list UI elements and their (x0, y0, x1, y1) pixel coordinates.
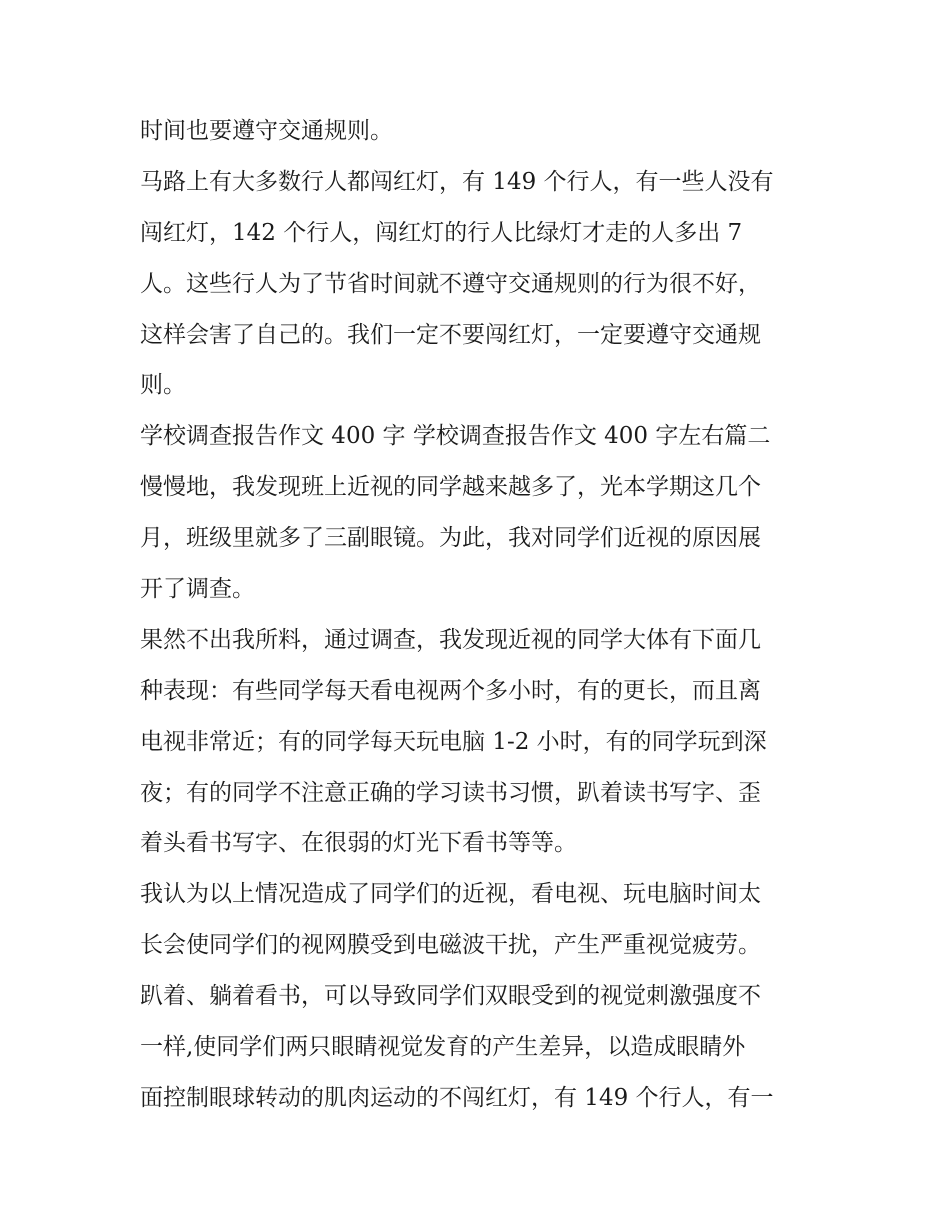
text-line: 我认为以上情况造成了同学们的近视，看电视、玩电脑时间太 (140, 881, 761, 908)
text-line: 这样会害了自己的。我们一定不要闯红灯，一定要遵守交通规 (140, 321, 761, 348)
text-line: 夜；有的同学不注意正确的学习读书习惯，趴着读书写字、歪 (140, 779, 761, 806)
text-line: 时间也要遵守交通规则。 (140, 118, 393, 144)
document-body (140, 106, 820, 1124)
text-line: 面控制眼球转动的肌肉运动的不闯红灯，有 149 个行人，有一 (140, 1084, 774, 1111)
text-line: 人。这些行人为了节省时间就不遵守交通规则的行为很不好， (140, 270, 761, 297)
text-line: 种表现：有些同学每天看电视两个多小时，有的更长，而且离 (140, 677, 761, 704)
text-line: 学校调查报告作文 400 字 学校调查报告作文 400 字左右篇二 (140, 423, 771, 450)
text-line: 一样,使同学们两只眼睛视觉发育的产生差异，以造成眼睛外 (140, 1034, 746, 1061)
text-line: 慢慢地，我发现班上近视的同学越来越多了，光本学期这几个 (140, 474, 761, 501)
text-line: 长会使同学们的视网膜受到电磁波干扰，产生严重视觉疲劳。 (140, 932, 761, 959)
text-line: 电视非常近；有的同学每天玩电脑 1-2 小时，有的同学玩到深 (140, 728, 767, 755)
text-line: 月，班级里就多了三副眼镜。为此，我对同学们近视的原因展 (140, 525, 761, 552)
text-line: 闯红灯，142 个行人，闯红灯的行人比绿灯才走的人多出 7 (140, 219, 743, 246)
text-line: 果然不出我所料，通过调查，我发现近视的同学大体有下面几 (140, 626, 761, 653)
text-line: 开了调查。 (140, 576, 255, 603)
text-line: 着头看书写字、在很弱的灯光下看书等等。 (140, 830, 577, 857)
text-line: 则。 (140, 372, 186, 399)
text-line: 马路上有大多数行人都闯红灯，有 149 个行人，有一些人没有 (140, 168, 774, 195)
text-line: 趴着、躺着看书，可以导致同学们双眼受到的视觉刺激强度不 (140, 983, 761, 1010)
